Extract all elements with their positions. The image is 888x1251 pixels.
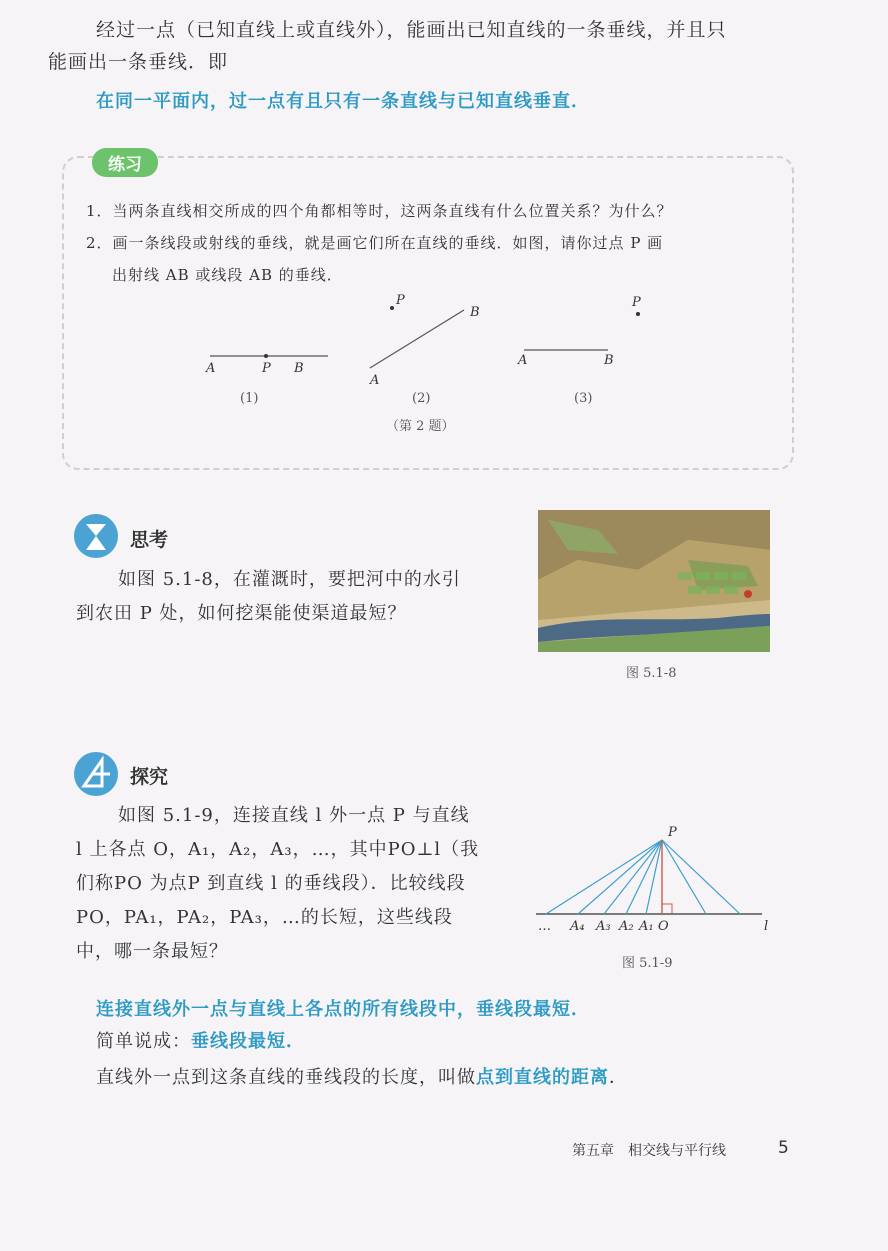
exercise-question-2-line-1: 2．画一条线段或射线的垂线，就是画它们所在直线的垂线．如图，请你过点 P 画 xyxy=(86,234,664,252)
fig2-caption: (2) xyxy=(412,391,431,406)
label-a1: A₁ xyxy=(639,919,654,934)
fig3-label-b: B xyxy=(604,353,614,368)
label-a3: A₃ xyxy=(596,919,611,934)
explore-line-4: PO，PA₁，PA₂，PA₃，…的长短，这些线段 xyxy=(76,907,453,928)
definition-highlight: 点到直线的距离 xyxy=(476,1067,609,1088)
exercise-tag: 练习 xyxy=(92,148,158,177)
label-l: l xyxy=(764,919,769,934)
fig2-label-a: A xyxy=(370,373,380,388)
intro-line-2: 能画出一条垂线．即 xyxy=(48,51,229,73)
definition-suffix: ． xyxy=(609,1067,628,1088)
label-a2: A₂ xyxy=(619,919,634,934)
perpendicular-segment-figure xyxy=(530,818,784,942)
fig3-caption: (3) xyxy=(574,391,593,406)
page-number: 5 xyxy=(778,1138,789,1158)
fig1-label-a: A xyxy=(206,361,216,376)
explore-figure-caption: 图 5.1-9 xyxy=(622,956,673,971)
definition-prefix: 直线外一点到这条直线的垂线段的长度，叫做 xyxy=(96,1067,476,1088)
think-figure-caption: 图 5.1-8 xyxy=(626,666,677,681)
conclusion-short-prefix: 简单说成： xyxy=(96,1031,191,1052)
right-angle-mark xyxy=(662,904,672,914)
chapter-footer: 第五章 相交线与平行线 xyxy=(572,1143,726,1159)
label-o: O xyxy=(658,919,669,934)
fig1-label-b: B xyxy=(294,361,304,376)
fig3-label-p: P xyxy=(632,295,641,310)
conclusion-shortest-segment: 连接直线外一点与直线上各点的所有线段中，垂线段最短． xyxy=(96,999,590,1020)
exercise-figures xyxy=(190,286,670,446)
conclusion-short-form xyxy=(96,1026,305,1058)
exercise-question-2-line-2: 出射线 AB 或线段 AB 的垂线． xyxy=(112,266,343,284)
explore-line-5: 中，哪一条最短？ xyxy=(76,941,228,962)
segment-right-2 xyxy=(662,840,740,914)
think-line-2: 到农田 P 处，如何挖渠能使渠道最短？ xyxy=(76,603,407,624)
label-p: P xyxy=(668,825,677,840)
irrigation-landscape-image xyxy=(538,510,770,652)
fig2-point-p xyxy=(390,306,394,310)
fig3-label-a: A xyxy=(518,353,528,368)
think-icon xyxy=(72,512,120,560)
explore-line-3: 们称PO 为点P 到直线 l 的垂线段）．比较线段 xyxy=(76,873,466,894)
segment-right-1 xyxy=(662,840,706,914)
conclusion-distance-definition xyxy=(96,1062,628,1094)
label-a4: A₄ xyxy=(570,919,585,934)
fig2-label-b: B xyxy=(470,305,480,320)
explore-line-1: 如图 5.1-9，连接直线 l 外一点 P 与直线 xyxy=(118,805,470,826)
theorem-perpendicular-unique: 在同一平面内，过一点有且只有一条直线与已知直线垂直． xyxy=(96,91,590,112)
segment-pa3 xyxy=(604,840,662,914)
exercise-question-1: 1．当两条直线相交所成的四个角都相等时，这两条直线有什么位置关系？为什么？ xyxy=(86,202,673,220)
fig2-label-p: P xyxy=(396,293,405,308)
intro-line-1: 经过一点（已知直线上或直线外），能画出已知直线的一条垂线，并且只 xyxy=(96,19,727,41)
fig3-point-p xyxy=(636,312,640,316)
explore-title: 探究 xyxy=(130,766,169,788)
conclusion-short-highlight: 垂线段最短． xyxy=(191,1031,305,1052)
fig1-point-p xyxy=(264,354,268,358)
label-dots: … xyxy=(538,919,551,934)
think-title: 思考 xyxy=(130,529,169,551)
think-line-1: 如图 5.1-8，在灌溉时，要把河中的水引 xyxy=(118,569,461,590)
exercise-figure-caption: （第 2 题） xyxy=(386,419,455,434)
explore-line-2: l 上各点 O，A₁，A₂，A₃，…，其中PO⊥l（我 xyxy=(76,839,480,860)
fig1-caption: (1) xyxy=(240,391,259,406)
fig2-ray-ab xyxy=(370,310,464,368)
explore-icon xyxy=(72,750,120,798)
fig1-label-p: P xyxy=(262,361,271,376)
segment-pa4 xyxy=(578,840,662,914)
